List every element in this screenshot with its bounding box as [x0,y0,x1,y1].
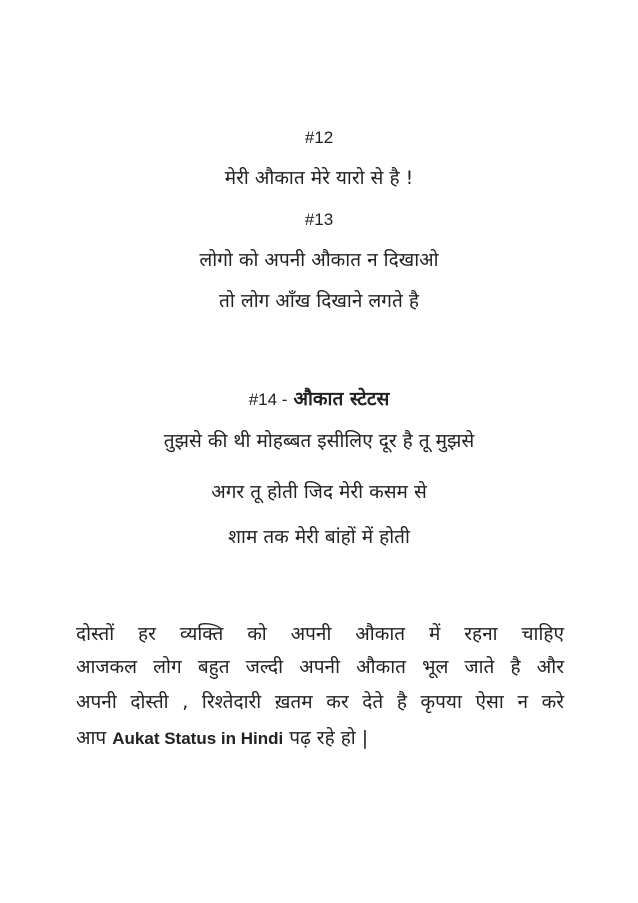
paragraph-line: आजकल लोग बहुत जल्दी अपनी औकात भूल जाते है और [76,656,564,678]
section-heading-14 [0,387,638,412]
status-line: तो लोग आँख दिखाने लगते है [219,290,419,312]
status-line: लोगो को अपनी औकात न दिखाओ [199,249,439,271]
paragraph-suffix: पढ़ रहे हो | [289,727,369,749]
paragraph-line: दोस्तों हर व्यक्ति को अपनी औकात में रहना चाहिए [76,623,564,645]
paragraph-bold-phrase: Aukat Status in Hindi [112,729,284,748]
section-number-12: #12 [304,128,334,147]
section-heading-text: औकात स्टेटस [293,388,390,410]
status-line: तुझसे की थी मोहब्बत इसीलिए दूर है तू मुझसे [163,430,475,452]
paragraph-last-line [76,726,564,751]
paragraph-line: अपनी दोस्ती , रिश्तेदारी ख़तम कर देते है कृपया ऐसा न करे [76,691,564,713]
section-number-13: #13 [304,210,334,229]
status-line: शाम तक मेरी बांहों में होती [228,526,410,548]
status-line: अगर तू होती जिद मेरी कसम से [211,481,427,503]
paragraph-prefix: आप [76,727,107,749]
status-line: मेरी औकात मेरे यारो से है ! [224,167,414,189]
section-number-14: #14 - [248,390,288,409]
